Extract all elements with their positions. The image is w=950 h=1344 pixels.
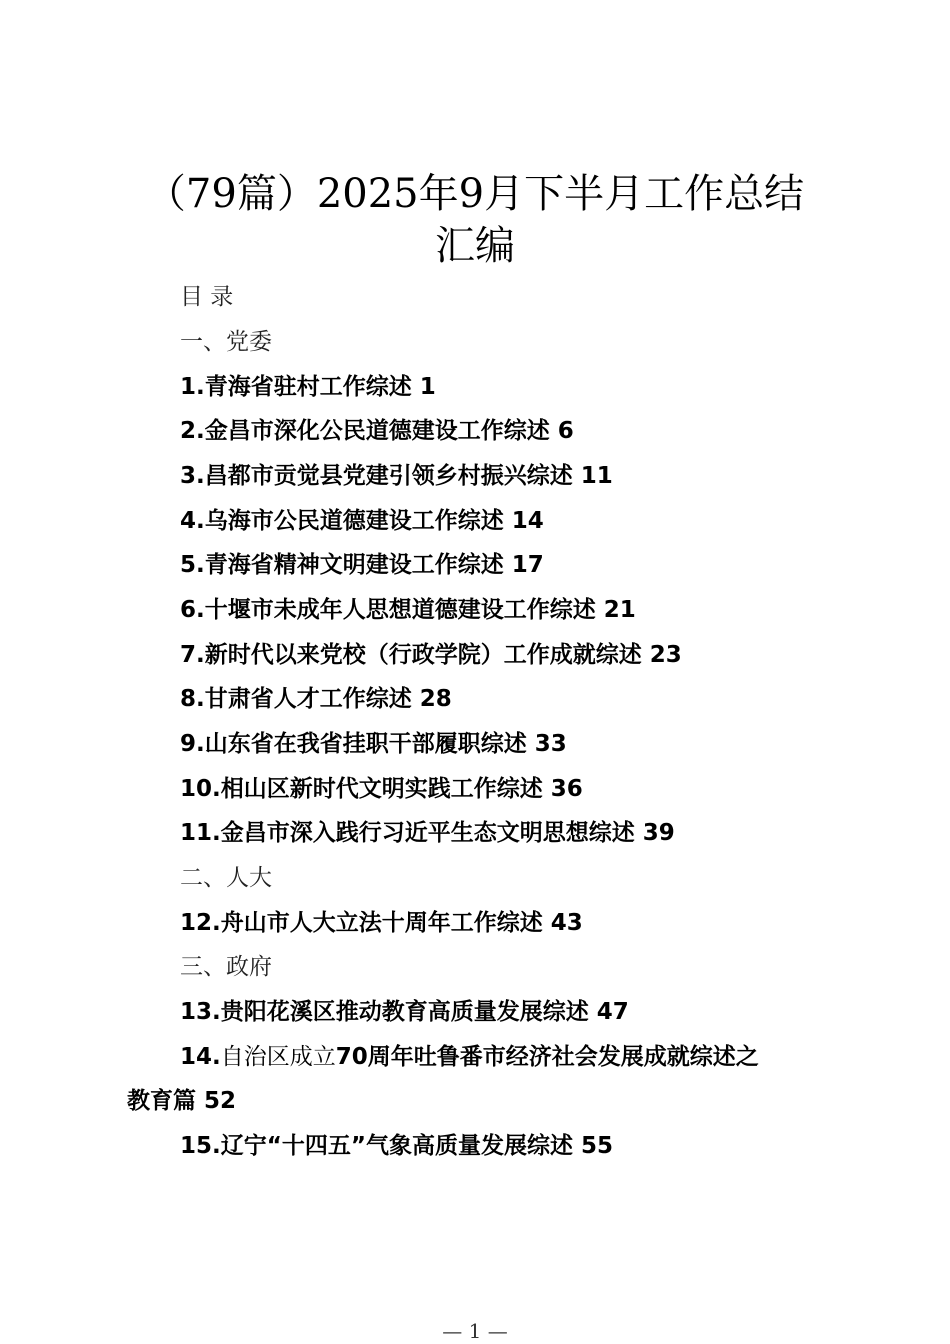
toc-item-14-rest: 70周年吐鲁番市经济社会发展成就综述之	[335, 1044, 759, 1070]
toc-heading: 目 录	[180, 284, 234, 310]
toc-item: 3.昌都市贡觉县党建引领乡村振兴综述 11	[180, 463, 613, 489]
toc-item: 8.甘肃省人才工作综述 28	[180, 686, 452, 712]
toc-item: 7.新时代以来党校（行政学院）工作成就综述 23	[180, 642, 682, 668]
toc-item-14-line-2: 教育篇 52	[127, 1088, 237, 1114]
toc-item-14-plain-text: 自治区成立	[220, 1044, 336, 1070]
toc-item: 12.舟山市人大立法十周年工作综述 43	[180, 910, 583, 936]
toc-item: 11.金昌市深入践行习近平生态文明思想综述 39	[180, 820, 675, 846]
toc-item: 10.相山区新时代文明实践工作综述 36	[180, 776, 583, 802]
document-title-line-2: 汇编	[435, 223, 515, 269]
toc-item-14-number: 14.	[180, 1044, 221, 1070]
toc-item: 4.乌海市公民道德建设工作综述 14	[180, 508, 544, 534]
toc-item: 13.贵阳花溪区推动教育高质量发展综述 47	[180, 999, 629, 1025]
toc-item: 5.青海省精神文明建设工作综述 17	[180, 552, 544, 578]
section-heading-party-committee: 一、党委	[180, 329, 272, 355]
section-heading-peoples-congress: 二、人大	[180, 865, 272, 891]
toc-item: 6.十堰市未成年人思想道德建设工作综述 21	[180, 597, 636, 623]
toc-item: 1.青海省驻村工作综述 1	[180, 374, 436, 400]
toc-item: 9.山东省在我省挂职干部履职综述 33	[180, 731, 567, 757]
page-number: — 1 —	[442, 1319, 508, 1343]
toc-item: 2.金昌市深化公民道德建设工作综述 6	[180, 418, 574, 444]
toc-item-14-line-1	[180, 1041, 759, 1073]
toc-item: 15.辽宁“十四五”气象高质量发展综述 55	[180, 1133, 613, 1159]
section-heading-government: 三、政府	[180, 954, 272, 980]
document-title-line-1: （79篇）2025年9月下半月工作总结	[145, 171, 805, 217]
